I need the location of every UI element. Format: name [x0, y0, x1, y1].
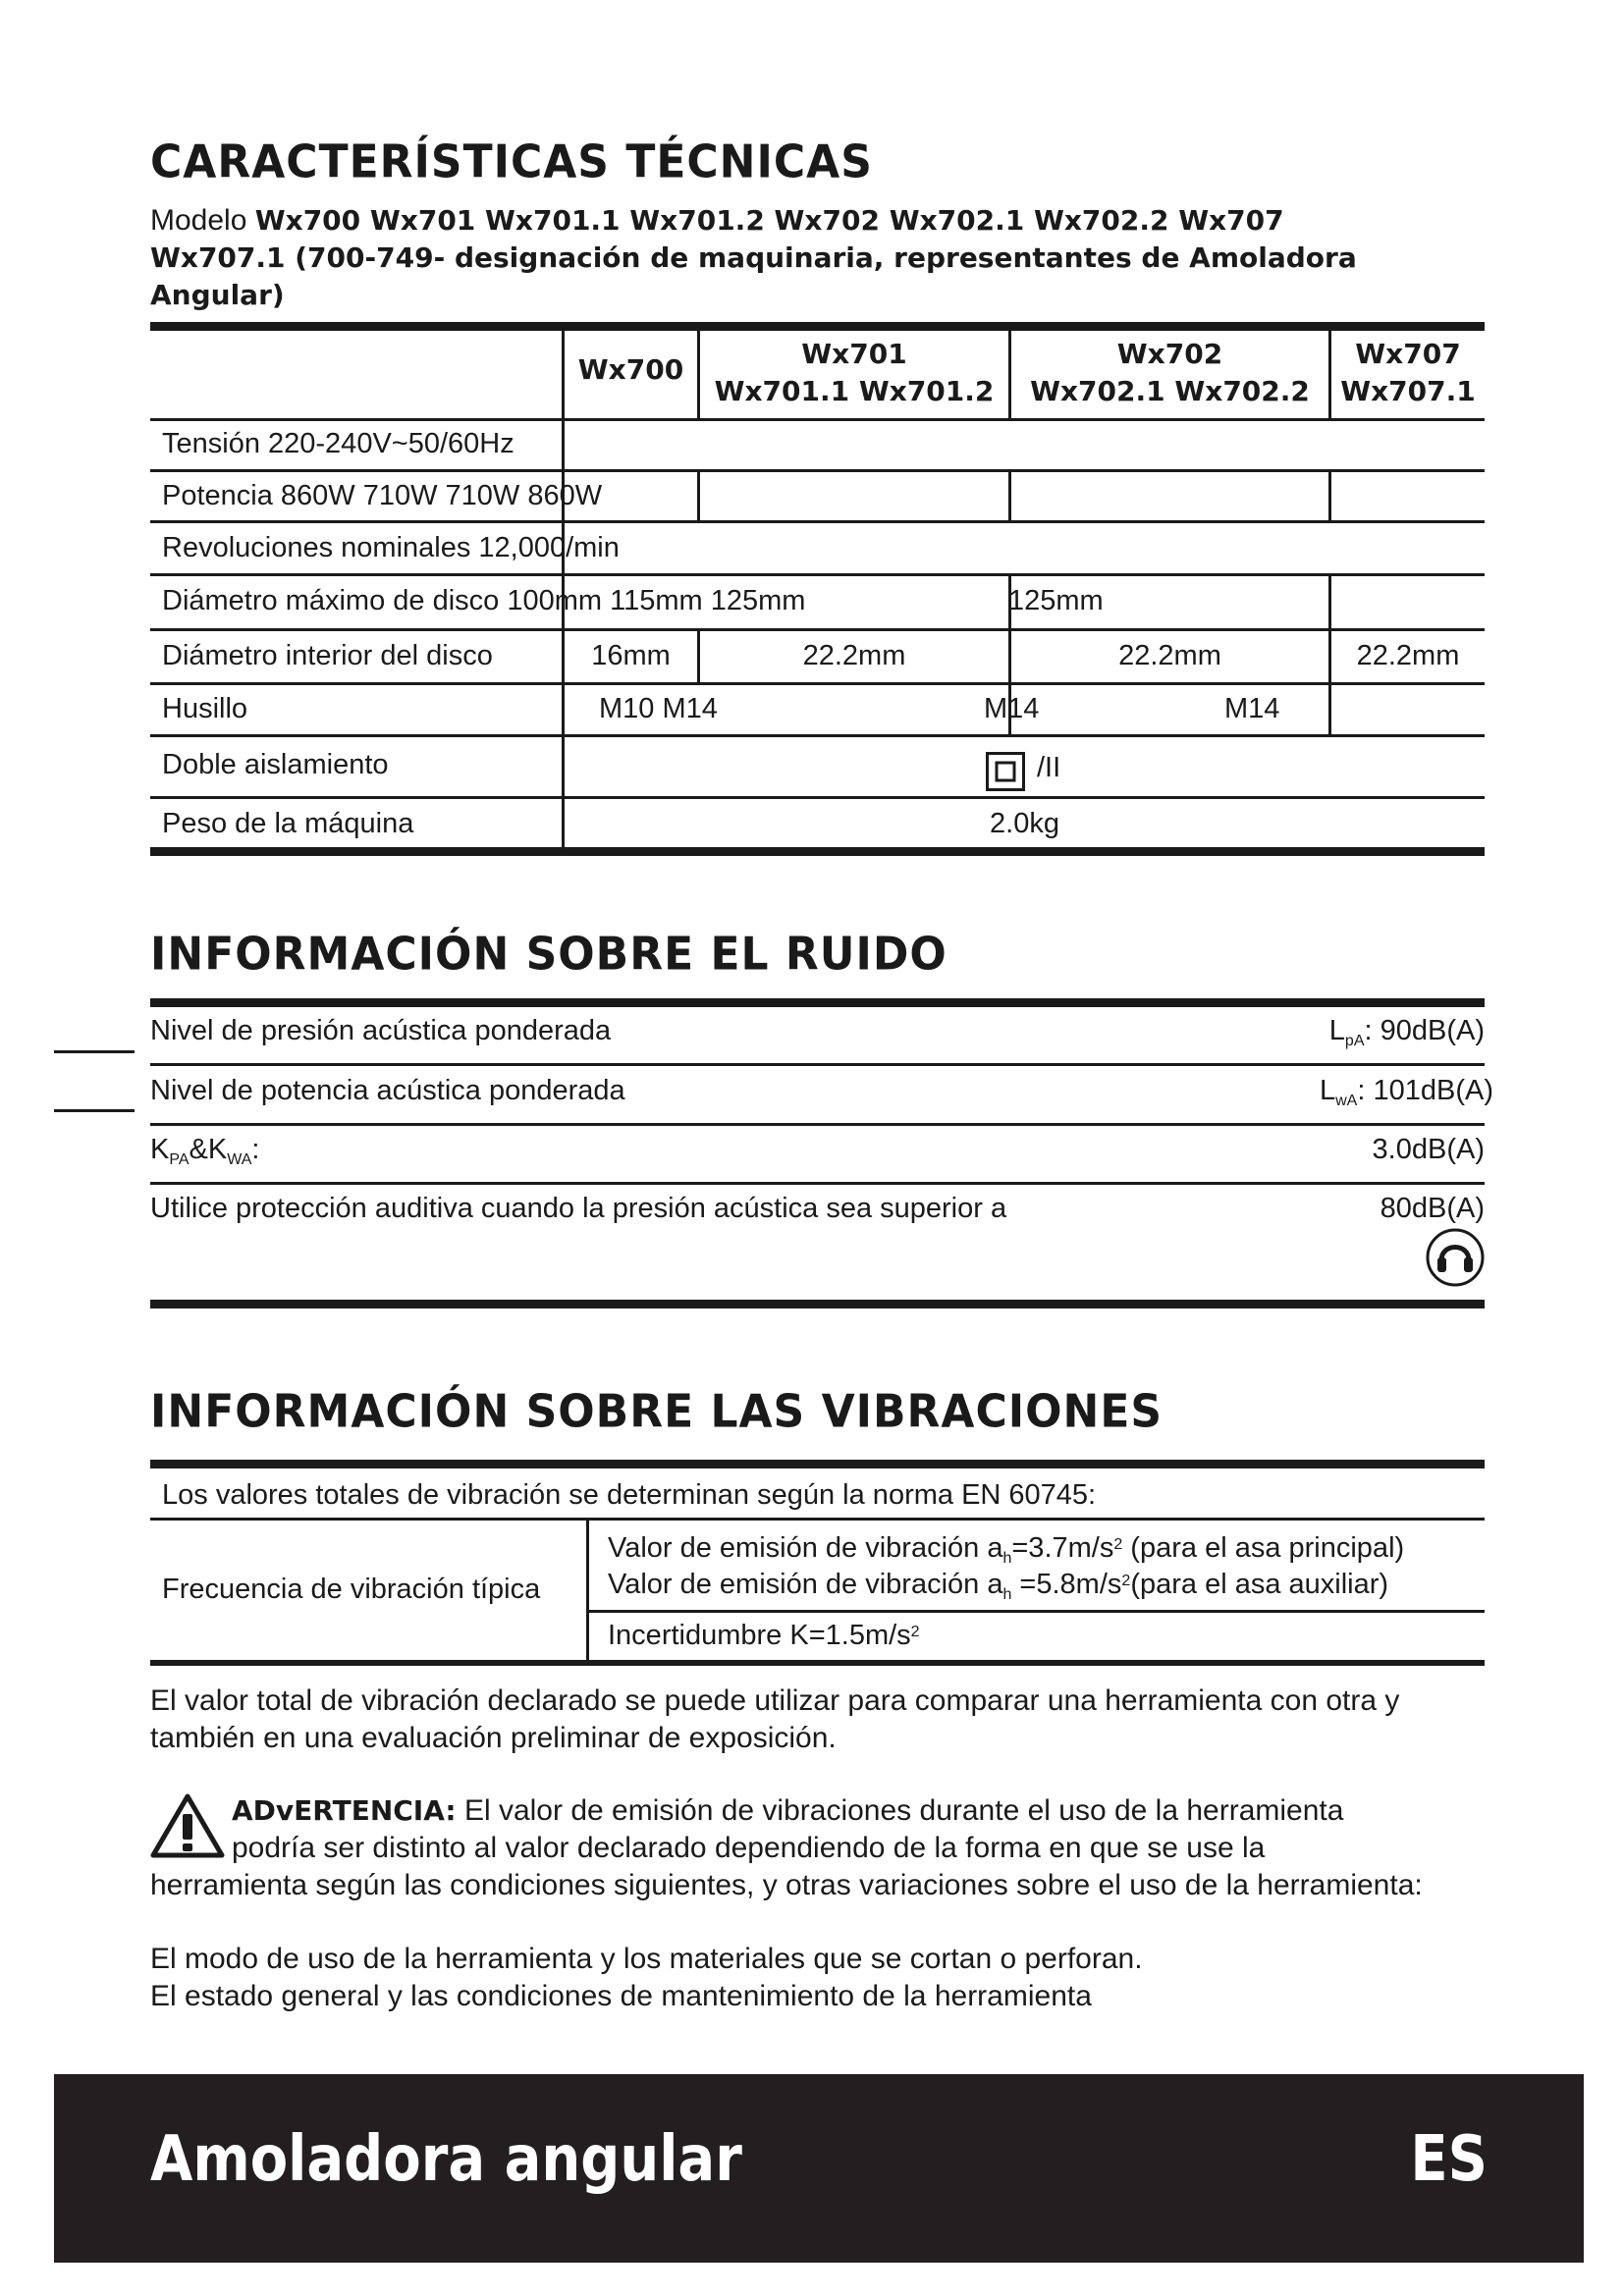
table-top-rule [150, 322, 1485, 331]
noise-k-value: 3.0dB(A) [1372, 1134, 1485, 1165]
noise-rule [150, 1182, 1485, 1185]
noise-pressure-label: Nivel de presión acústica ponderada [150, 1015, 612, 1046]
bore-wx700: 16mm [591, 640, 671, 671]
table-col-divider [1328, 685, 1331, 734]
model-line-1 [150, 202, 1284, 240]
row-voltage: Tensión 220-240V~50/60Hz [162, 428, 514, 459]
footer-language: ES [1410, 2122, 1488, 2196]
warning-icon [150, 1792, 225, 1859]
warning-line-2: podría ser distinto al valor declarado dependiendo de la forma en que se use la [232, 1832, 1266, 1864]
model-prefix: Modelo [150, 204, 247, 237]
footer-bar [54, 2074, 1584, 2263]
vib-main-handle: Valor de emisión de vibración $a_h=3.7m/s^2$ (para el asa principal) [608, 1532, 1405, 1567]
noise-power-value: $L_{wA}$: 101dB(A) [1319, 1075, 1493, 1109]
noise-pressure-value: $L_{pA}$: 90dB(A) [1328, 1015, 1485, 1049]
bore-wx702: 22.2mm [1118, 640, 1221, 671]
model-list-cont: Wx707.1 (700-749- designación de maquinaria, representantes de Amoladora [150, 241, 1357, 274]
table-rule [150, 796, 1485, 799]
double-insulation-icon [986, 752, 1025, 791]
row-spindle-label: Husillo [162, 693, 248, 724]
noise-bottom-rule [150, 1300, 1485, 1308]
table-bottom-rule [150, 847, 1485, 856]
col-header-wx707: Wx707 Wx707.1 [1340, 338, 1476, 407]
col-header-wx700: Wx700 [577, 353, 684, 386]
model-list: Wx700 Wx701 Wx701.1 Wx701.2 Wx702 Wx702.1 Wx702.2 Wx707 [254, 204, 1284, 237]
vib-rule [150, 1518, 1485, 1521]
model-line-3 [150, 277, 285, 314]
vib-aux-handle: Valor de emisión de vibración $a_h$ $=5.8m/s^2(para$ el asa auxiliar) [608, 1569, 1389, 1603]
row-disc-max-702: 125mm [1008, 585, 1104, 616]
row-bore-label: Diámetro interior del disco [162, 640, 493, 671]
noise-rule [150, 1123, 1485, 1126]
noise-protection-value: 80dB(A) [1380, 1193, 1485, 1224]
vib-bottom-rule [150, 1660, 1485, 1666]
warning-line-1: ADvERTENCIA: El valor de emisión de vibraciones durante el uso de la herramienta [232, 1794, 1344, 1827]
bore-wx701: 22.2mm [802, 640, 906, 671]
table-rule [150, 520, 1485, 523]
table-rule [150, 469, 1485, 472]
condition-1: El modo de uso de la herramienta y los materiales que se cortan o perforan. [150, 1943, 1143, 1975]
vib-uncertainty: Incertidumbre $K=1.5m/s^2$ [608, 1620, 920, 1651]
col-header-wx702: Wx702 Wx702.1 Wx702.2 [1030, 338, 1310, 407]
spindle-wx700-701: M10 M14 [599, 693, 718, 724]
noise-top-rule [150, 998, 1485, 1007]
specs-title: CARACTERÍSTICAS TÉCNICAS [150, 135, 873, 189]
ear-protection-icon [1425, 1227, 1486, 1288]
condition-2: El estado general y las condiciones de mantenimiento de la herramienta [150, 1980, 1092, 2012]
noise-protection-label: Utilice protección auditiva cuando la presión acústica sea superior a [150, 1193, 1007, 1224]
model-list-end: Angular) [150, 279, 285, 311]
table-col-divider [1328, 576, 1331, 628]
row-power: Potencia 860W 710W 710W 860W [162, 480, 603, 511]
insulation-value: /II [1037, 752, 1061, 783]
spindle-wx707: M14 [1224, 693, 1280, 724]
vib-paragraph: El valor total de vibración declarado se puede utilizar para comparar una herramienta con otra y también en una evaluación preliminar de exposición. [150, 1684, 1400, 1754]
noise-power-label: Nivel de potencia acústica ponderada [150, 1075, 625, 1106]
row-insulation-label: Doble aislamiento [162, 749, 389, 780]
vib-rule [589, 1610, 1485, 1613]
col-header-wx701: Wx701 Wx701.1 Wx701.2 [714, 338, 995, 407]
table-rule [150, 734, 1485, 737]
noise-title: INFORMACIÓN SOBRE EL RUIDO [150, 928, 947, 982]
vib-col-divider [586, 1521, 589, 1660]
warning-line-3: herramienta según las condiciones siguientes, y otras variaciones sobre el uso de la herramienta: [150, 1869, 1423, 1901]
warning-title: ADvERTENCIA: [232, 1794, 457, 1827]
table-col-divider [1328, 472, 1331, 523]
table-rule [150, 628, 1485, 631]
table-rule [150, 418, 1485, 421]
row-disc-max: Diámetro máximo de disco 100mm 115mm 125mm [162, 585, 806, 616]
vib-top-rule [150, 1460, 1485, 1468]
margin-tick [54, 1109, 135, 1112]
margin-tick [54, 1050, 135, 1053]
table-col-divider [1008, 472, 1011, 523]
vib-freq-label: Frecuencia de vibración típica [162, 1574, 541, 1605]
row-speed: Revoluciones nominales 12,000/min [162, 532, 620, 563]
noise-k-label: $K_{PA}\&K_{WA}$: [150, 1134, 260, 1168]
table-col-divider [697, 472, 700, 523]
weight-value: 2.0kg [990, 808, 1059, 839]
model-line-2 [150, 240, 1357, 277]
spindle-wx702: M14 [984, 693, 1040, 724]
table-rule [150, 682, 1485, 685]
row-weight-label: Peso de la máquina [162, 808, 414, 839]
table-rule [150, 573, 1485, 576]
vibration-title: INFORMACIÓN SOBRE LAS VIBRACIONES [150, 1385, 1164, 1439]
bore-wx707: 22.2mm [1356, 640, 1460, 671]
footer-title: Amoladora angular [150, 2122, 742, 2196]
vib-norm: Los valores totales de vibración se determinan según la norma EN 60745: [162, 1479, 1097, 1511]
noise-rule [150, 1063, 1485, 1066]
